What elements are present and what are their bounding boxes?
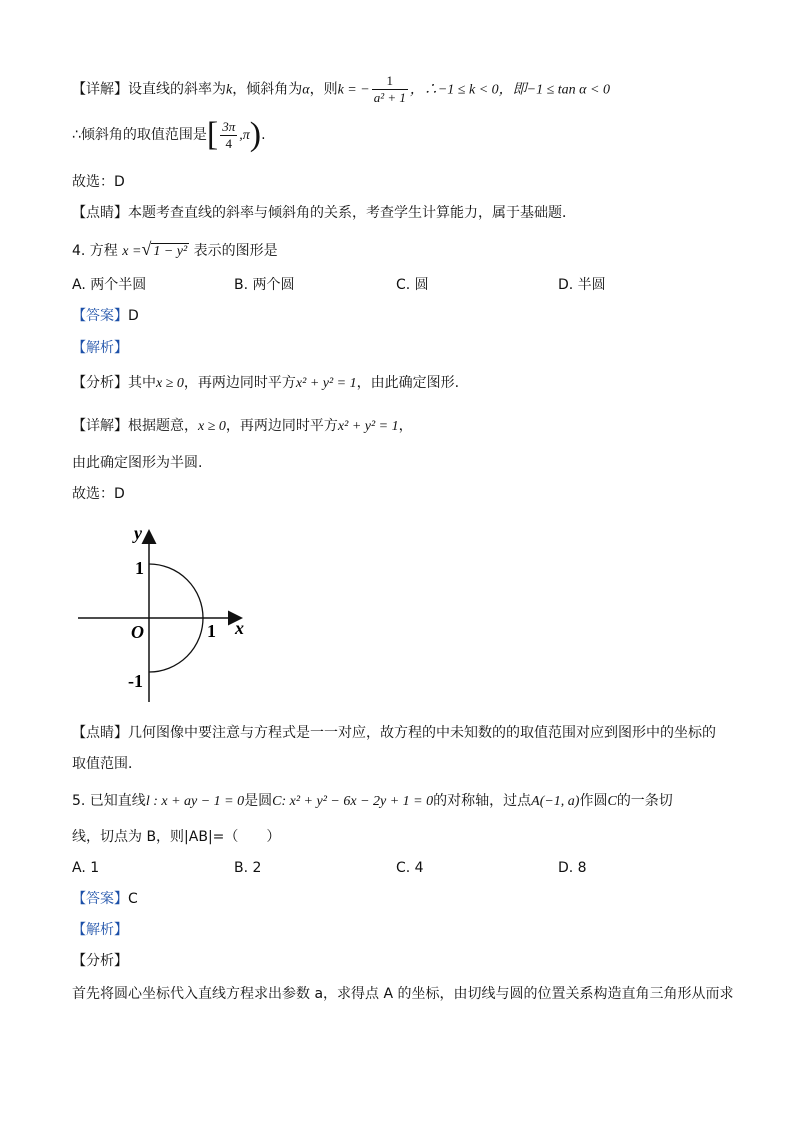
origin-label: O [131,622,144,642]
option-d: D. 8 [558,860,587,876]
tick-label-top: 1 [135,558,144,578]
text: 设直线的斜率为 [128,81,226,98]
detail-tag: 【详解】 [72,81,128,98]
analyze-tag-q5: 【分析】 [72,953,128,969]
detail-line-slope [72,73,610,106]
answer-value: C [128,891,138,907]
line-equation: l : x + ay − 1 = 0 [145,794,245,809]
frac-numerator: 3π [222,118,236,134]
comment-text: 几何图像中要注意与方程式是一一对应，故方程的中未知数的的取值范围对应到图形中的坐标的 [128,725,716,741]
eq-left: x = [122,244,142,259]
var-k: k [226,82,233,98]
text: ，倾斜角为 [232,81,303,98]
choose-line-q4: 故选：D [72,486,125,502]
condition: x ≥ 0 [198,419,226,434]
detail-tag: 【详解】 [72,418,128,434]
text: 作圆 [579,793,608,809]
detail-line [72,417,413,436]
text: 是圆 [244,793,273,809]
range-line [72,118,266,152]
tick-label-bottom: -1 [128,671,143,691]
question-5-cont: 线，切点为 B，则|AB|=（ ） [72,829,281,845]
semicircle-figure [70,520,260,710]
comment-tag: 【点睛】 [72,205,128,221]
point-a: A(−1, a) [531,794,580,809]
analysis-tag-q5: 【解析】 [72,922,128,938]
choose-line: 故选：D [72,174,125,190]
comment-line [72,204,576,222]
pi: ,π [239,128,250,143]
fraction [372,73,408,106]
option-c: C. 圆 [396,277,429,293]
text: ∴倾斜角的取值范围是 [72,127,207,143]
option-b: B. 两个圆 [234,277,295,293]
answer-value: D [128,308,139,324]
equation: x² + y² = 1 [337,419,399,434]
text: 的一条切 [616,793,673,809]
option-c: C. 4 [396,860,424,876]
equation: x² + y² = 1 [295,376,357,391]
frac-denominator: a² + 1 [373,90,406,105]
answer-tag: 【答案】 [72,891,128,907]
option-d: D. 半圆 [558,277,606,293]
condition: x ≥ 0 [156,376,184,391]
fraction [220,119,237,152]
comment-line-q4 [72,724,716,742]
answer-line-q5 [72,890,138,908]
circle-equation: C: x² + y² − 6x − 2y + 1 = 0 [272,794,434,809]
text: ，再两边同时平方 [225,418,338,434]
analysis-tag: 【解析】 [72,340,128,356]
analyze-line [72,374,459,393]
answer-tag: 【答案】 [72,308,128,324]
left-bracket: [ [206,116,219,153]
circle-c: C [607,794,617,809]
text: 根据题意， [128,418,198,434]
eq-k: k = − [337,82,370,98]
question-number: 4. 方程 [72,243,118,259]
inequality: ，∴−1 ≤ k < 0，即−1 ≤ tan α < 0 [409,82,610,98]
y-axis-label: y [134,523,142,543]
text: 其中 [128,375,156,391]
question-5 [72,792,673,811]
text: ，再两边同时平方 [183,375,296,391]
analyze-tag: 【分析】 [72,375,128,391]
option-b: B. 2 [234,860,262,876]
period: . [261,127,266,143]
right-paren: ) [249,116,262,153]
question-text: 表示的图形是 [193,243,278,259]
conclusion-line: 由此确定图形为半圆. [72,455,203,471]
comment-text: 本题考查直线的斜率与倾斜角的关系，考查学生计算能力，属于基础题． [128,205,576,221]
comment-line-q4-cont: 取值范围． [72,756,142,772]
text: ，则 [309,81,338,98]
frac-denominator: 4 [225,135,232,151]
x-axis-label: x [235,618,244,638]
var-alpha: α [302,82,310,98]
text: ，由此确定图形. [356,375,460,391]
analysis-text-q5: 首先将圆心坐标代入直线方程求出参数 a，求得点 A 的坐标，由切线与圆的位置关系构造直角三角形从而求 [72,986,734,1002]
option-a: A. 两个半圆 [72,277,147,293]
text: 的对称轴，过点 [433,793,532,809]
sqrt-sign: √ [141,239,152,259]
comment-tag: 【点睛】 [72,725,128,741]
option-a: A. 1 [72,860,100,876]
tick-label-right: 1 [207,621,216,641]
frac-numerator: 1 [372,73,408,90]
text: ， [398,418,413,434]
sqrt-content: 1 − y² [153,244,188,259]
answer-line [72,307,139,325]
question-4 [72,240,278,261]
question-number: 5. 已知直线 [72,793,146,809]
